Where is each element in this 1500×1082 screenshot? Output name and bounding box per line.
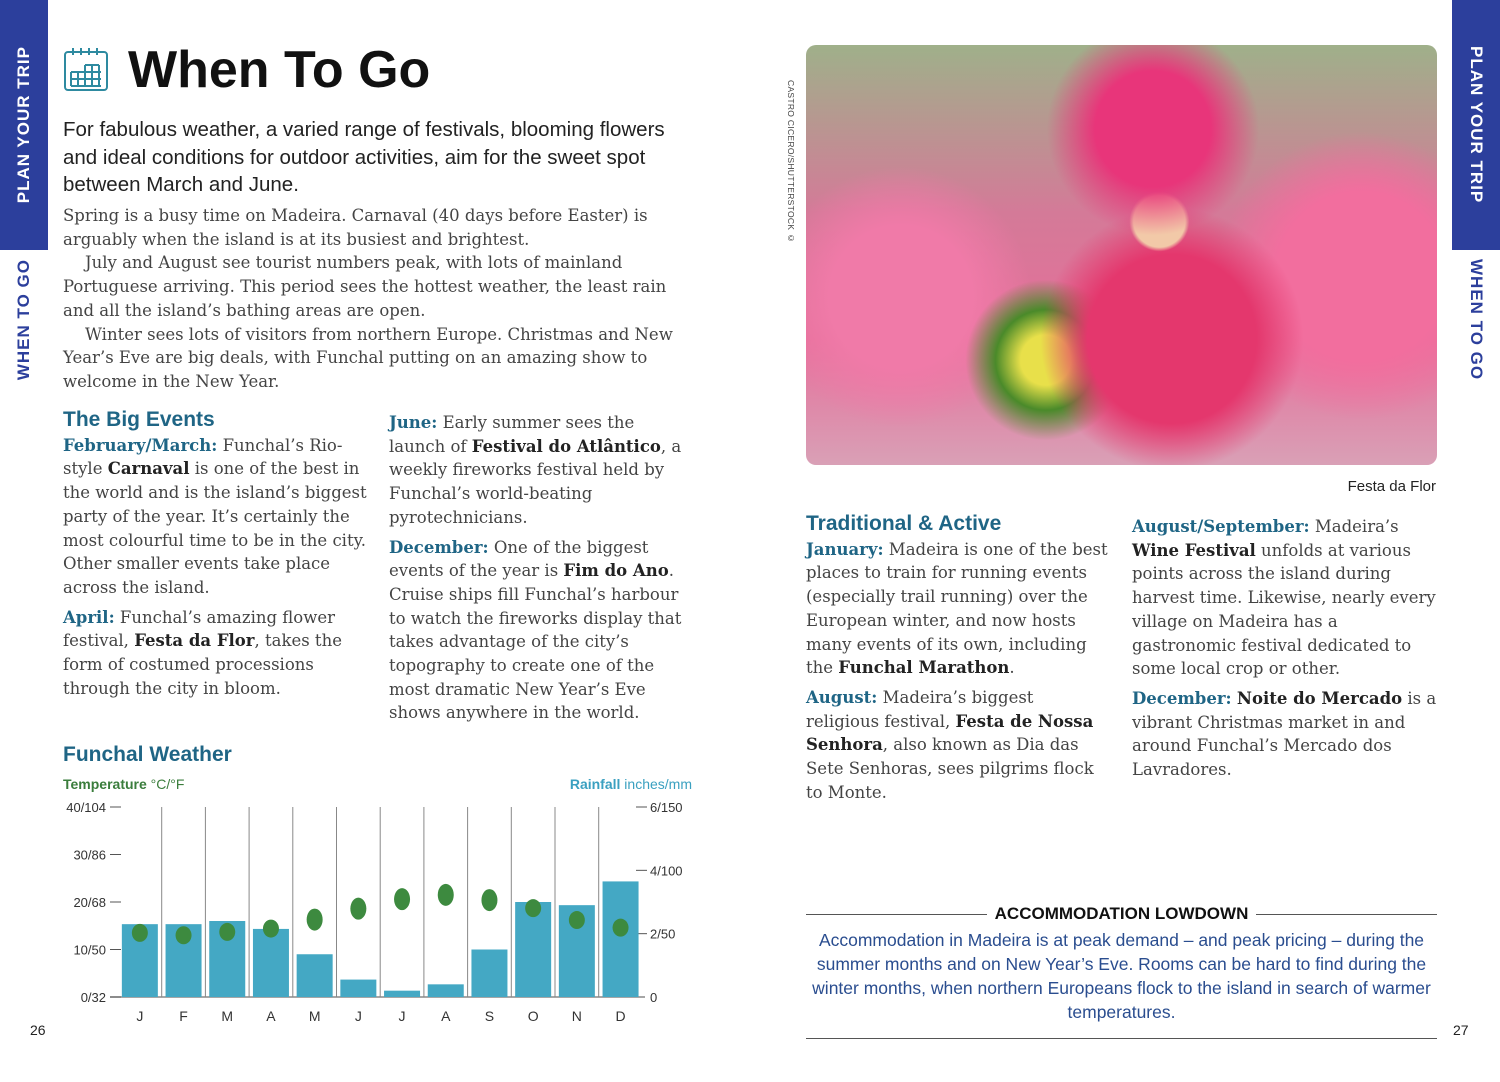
right-tick-label: 0 [650, 990, 658, 1005]
event-date: April: [63, 607, 115, 627]
event-text: One of the biggest events of the year is [389, 537, 649, 581]
event-name: Funchal Marathon [838, 658, 1010, 678]
month-label: J [136, 1008, 144, 1024]
event-name: Festa da Flor [134, 631, 255, 651]
month-label: M [308, 1008, 321, 1024]
accommodation-heading: ACCOMMODATION LOWDOWN [994, 904, 1249, 923]
accommodation-box [806, 904, 1437, 1039]
weather-chart [0, 770, 720, 1030]
event-text: Madeira’s biggest religious festival, [806, 687, 1034, 731]
festa-da-flor-photo [806, 45, 1437, 465]
temperature-dot [219, 923, 235, 941]
event-entry [806, 686, 1111, 805]
event-name: Festival do Atlântico [471, 436, 661, 456]
body-paragraph: Spring is a busy time on Madeira. Carnaval (40 days before Easter) is arguably when the island is at its busiest and brightest. [63, 206, 648, 249]
event-name: Fim do Ano [563, 561, 669, 581]
event-text: , also known as Dia das Sete Senhoras, sees pilgrims flock to Monte. [806, 735, 1094, 802]
event-name: Noite do Mercado [1236, 688, 1403, 708]
event-text: Madeira’s [1309, 517, 1399, 536]
event-entry [1132, 515, 1437, 681]
month-label: A [266, 1008, 276, 1024]
event-date: August: [806, 687, 878, 707]
month-label: S [484, 1008, 495, 1024]
event-entry [63, 434, 368, 600]
event-name: Wine Festival [1132, 540, 1256, 560]
accommodation-text: Accommodation in Madeira is at peak demand – and peak pricing – during the summer months and on New Year’s Eve. Rooms can be hard to find during the winter months, when northern Europeans flock to the island in search of warmer temperatures. [806, 928, 1437, 1039]
temperature-axis-label: Temperature °C/°F [63, 776, 185, 792]
event-text: , takes the form of costumed processions through the city in bloom. [63, 631, 342, 698]
temperature-dot [438, 884, 454, 906]
body-paragraph: July and August see tourist numbers peak, with lots of mainland Portuguese arriving. This period sees the hottest weather, the least rain and all the island’s bathing areas are open. [63, 253, 667, 320]
side-tab-plan-your-trip[interactable]: PLAN YOUR TRIP [0, 0, 48, 250]
rainfall-bar [471, 950, 507, 998]
event-text: . Cruise ships fill Funchal’s harbour to watch the fireworks display that takes advantage of the city’s topography to create one of the most dramatic New Year’s Eve shows anywhere in the world. [389, 561, 682, 723]
month-label: D [615, 1008, 626, 1024]
intro-text: For fabulous weather, a varied range of festivals, blooming flowers and ideal conditions for outdoor activities, aim for the sweet spot between March and June. [63, 118, 665, 196]
weather-heading: Funchal Weather [63, 743, 232, 766]
photo-credit: CASTRO CICERO/SHUTTERSTOCK © [786, 80, 796, 244]
event-entry [1132, 687, 1437, 782]
side-tab-plan-your-trip-right[interactable]: PLAN YOUR TRIP [1452, 0, 1500, 250]
temperature-dot [481, 889, 497, 911]
left-tick-label: 0/32 [80, 990, 106, 1005]
temperature-dot [525, 899, 541, 917]
event-name: Festa de Nossa Senhora [806, 711, 1094, 755]
rainfall-bar [428, 984, 464, 997]
left-tick-label: 30/86 [73, 847, 106, 863]
rainfall-bar [384, 991, 420, 997]
event-text: is one of the best in the world and is the island’s biggest party of the year. It’s certainly the most colourful time to be in the city. Other smaller events take place across the island. [63, 459, 367, 597]
month-label: O [527, 1008, 539, 1024]
event-date: January: [806, 539, 884, 559]
event-date: December: [389, 537, 489, 557]
rainfall-axis-label: Rainfall inches/mm [569, 776, 692, 792]
photo-caption: Festa da Flor [1347, 478, 1436, 495]
left-tick-label: 20/68 [73, 895, 106, 910]
rainfall-bar [340, 980, 376, 997]
temperature-dot [569, 911, 585, 929]
event-text: is a vibrant Christmas market in and around Funchal’s Mercado dos Lavradores. [1132, 688, 1437, 780]
event-text: Funchal’s Rio-style [63, 435, 343, 479]
rainfall-bar [603, 881, 639, 997]
month-label: F [179, 1008, 188, 1024]
temperature-dot [263, 920, 279, 938]
left-tick-label: 10/50 [73, 942, 106, 958]
event-entry [389, 536, 689, 726]
page-title: When To Go [128, 41, 431, 99]
right-tick-label: 2/50 [650, 926, 676, 942]
month-label: A [441, 1008, 451, 1024]
event-date: February/March: [63, 435, 218, 455]
event-date: June: [389, 413, 438, 432]
event-date: August/September: [1132, 517, 1310, 536]
event-text: Early summer sees the launch of [389, 413, 635, 456]
page-number-right: 27 [1453, 1022, 1469, 1038]
event-entry [63, 606, 368, 701]
side-tab-when-to-go[interactable]: WHEN TO GO [14, 259, 33, 381]
calendar-icon [63, 46, 109, 92]
event-date: December: [1132, 688, 1232, 708]
page-number-left: 26 [30, 1022, 46, 1038]
event-entry [806, 538, 1111, 680]
month-label: M [221, 1008, 234, 1024]
big-events-heading: The Big Events [63, 408, 215, 431]
month-label: J [398, 1008, 406, 1024]
rainfall-bar [297, 954, 333, 997]
temperature-dot [176, 926, 192, 944]
temperature-dot [613, 919, 629, 937]
event-text: Funchal’s amazing flower festival, [63, 607, 335, 651]
temperature-dot [394, 888, 410, 910]
right-tick-label: 6/150 [650, 800, 683, 815]
month-label: J [354, 1008, 362, 1024]
temperature-dot [132, 924, 148, 942]
side-tab-when-to-go-right[interactable]: WHEN TO GO [1467, 259, 1486, 381]
event-name: Carnaval [107, 459, 190, 479]
temperature-dot [307, 909, 323, 931]
left-tick-label: 40/104 [66, 800, 106, 815]
right-tick-label: 4/100 [650, 863, 683, 879]
event-text: . [1009, 658, 1015, 678]
event-text: unfolds at various points across the island during harvest time. Likewise, nearly every village on Madeira has a gastronomic festival dedicated to some local crop or other. [1132, 540, 1436, 679]
body-paragraph: Winter sees lots of visitors from northern Europe. Christmas and New Year’s Eve are big deals, with Funchal putting on an amazing show to welcome in the New Year. [63, 324, 673, 391]
traditional-heading: Traditional & Active [806, 512, 1002, 535]
event-text: Madeira is one of the best places to train for running events (especially trail running) over the European winter, and now hosts many events of its own, including the [806, 539, 1108, 678]
rainfall-bar [253, 929, 289, 997]
event-text: , a weekly fireworks festival held by Funchal’s world-beating pyrotechnicians. [389, 436, 682, 527]
month-label: N [571, 1008, 582, 1024]
event-entry [389, 411, 689, 530]
temperature-dot [350, 898, 366, 920]
